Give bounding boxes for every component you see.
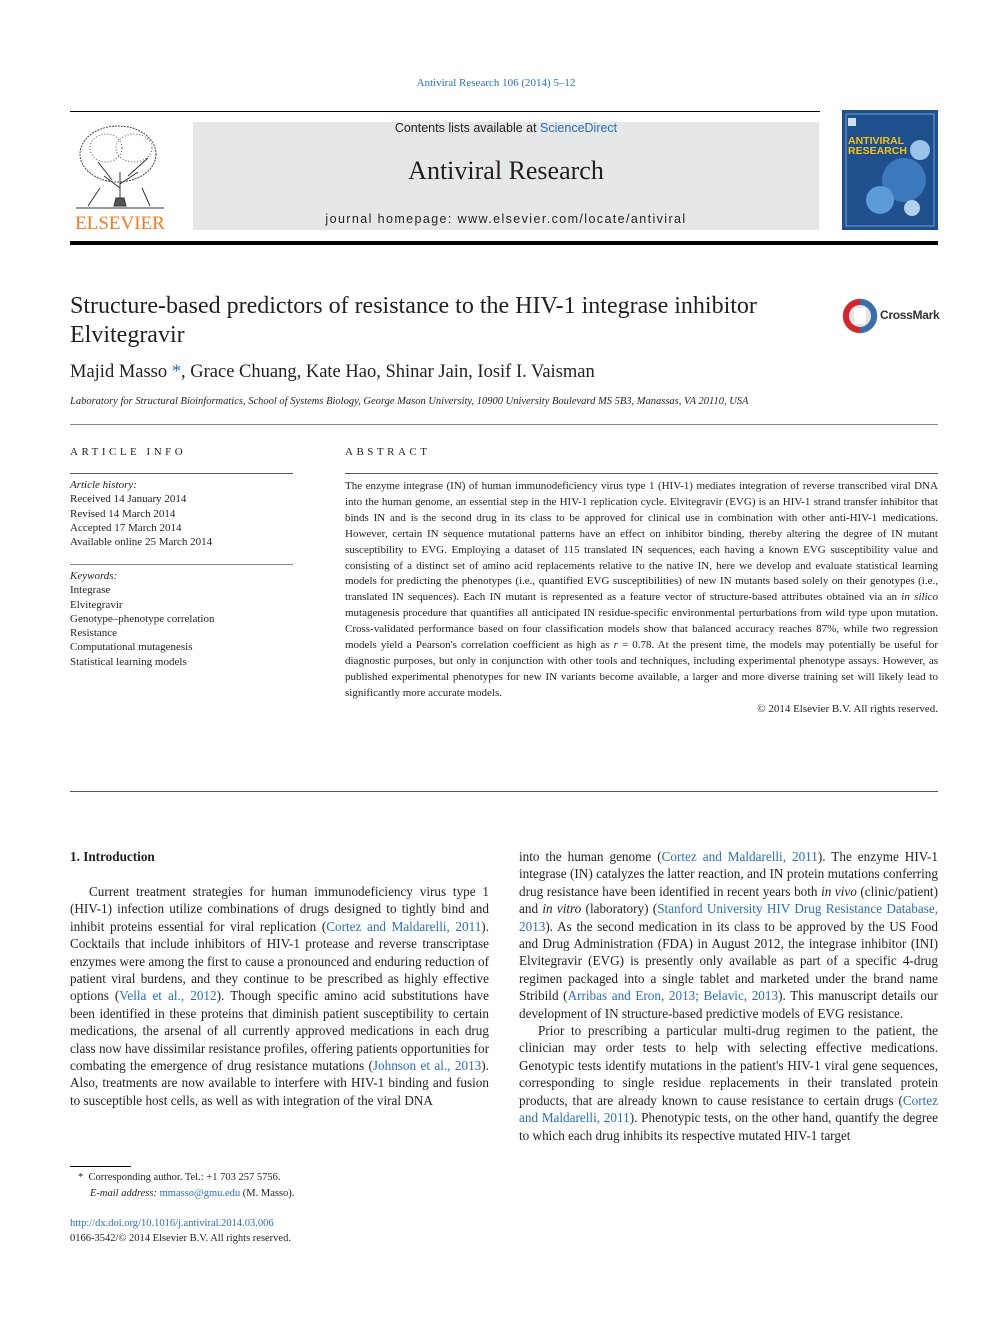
journal-citation[interactable]: Antiviral Research 106 (2014) 5–12 xyxy=(416,77,576,89)
history-received: Received 14 January 2014 xyxy=(70,493,187,506)
ref-link[interactable]: Cortez and Maldarelli, 2011 xyxy=(519,1092,938,1126)
intro-right-column xyxy=(519,848,938,1144)
crossmark-icon xyxy=(842,298,878,334)
doi-link[interactable]: http://dx.doi.org/10.1016/j.antiviral.2014.03.006 xyxy=(70,1218,274,1229)
footnote-email: E-mail address: mmasso@gmu.edu (M. Masso). xyxy=(90,1188,295,1199)
crossmark-label: CrossMark xyxy=(880,308,940,322)
keyword-item: Resistance xyxy=(70,627,118,640)
footnote-corresponding: * Corresponding author. Tel.: +1 703 257 5756. xyxy=(78,1172,281,1183)
abstract-part1: The enzyme integrase (IN) of human immunodeficiency virus type 1 (HIV-1) mediates integration of reverse transcribed viral DNA into the human genome, an essential step in the HIV-1 replication cycle. Elvitegravir (EVG) is an HIV-1 strand transfer inhibitor that binds IN and is the second drug in its class to be approved for clinical use in combination with other anti-HIV-1 medications. However, certain IN sequence mutational patterns have an effect on inhibitor binding, thereby altering the degree of IN mutant susceptibility to EVG. Employing a dataset of 115 translated IN sequences, each having a known EVG susceptibility value and consisting of a distinct set of amino acid replacements relative to the native IN, here we develop and evaluate statistical learning models for predicting the phenotypes (i.e., quantified EVG susceptibilities) of new IN mutants based solely on their genotypes (i.e., translated IN sequences). Each IN mutant is represented as a feature vector of structure-based attributes obtained via an xyxy=(345,480,938,604)
section-heading: 1. Introduction xyxy=(70,849,155,864)
info-rule xyxy=(70,473,293,474)
abstract-part3: = 0.78. At the present time, the models may potentially be useful for diagnostic purposes, but only in conjunction with other tools and techniques, including experimental phenotype assays. However, as published experimental phenotypes for new IN variants become available, a larger and more diverse training set will likely lead to significantly more accurate models. xyxy=(345,639,939,699)
abstract-copyright: © 2014 Elsevier B.V. All rights reserved. xyxy=(757,702,938,715)
author-corresponding: Majid Masso xyxy=(70,362,168,382)
footnote xyxy=(78,1170,498,1202)
header-thick-rule xyxy=(70,241,938,245)
abstract-heading: ABSTRACT xyxy=(345,446,431,458)
contents-line xyxy=(193,121,819,135)
keyword-item: Integrase xyxy=(70,584,111,597)
intro-left-column xyxy=(70,883,489,1109)
abstract-italic-term: in silico xyxy=(901,591,939,604)
journal-homepage xyxy=(193,212,819,226)
author-others: , Grace Chuang, Kate Hao, Shinar Jain, Iosif I. Vaisman xyxy=(181,362,595,382)
affiliation: Laboratory for Structural Bioinformatics, School of Systems Biology, George Mason University, 10900 University Boulevard MS 5B3, Manassas, VA 20110, USA xyxy=(70,396,749,407)
abstract-part2: mutagenesis procedure that quantifies all anticipated IN residue-specific environmental perturbations from wild type upon mutation. Cross-validated performance based on four classification models show that balanced accuracy reaches 87%, while two regression models yield a Pearson's correlation coefficient as high as xyxy=(345,607,938,652)
ref-link[interactable]: Stanford University HIV Drug Resistance Database, 2013 xyxy=(519,901,938,934)
footnote-rule xyxy=(70,1166,131,1167)
keywords-block xyxy=(70,569,300,669)
ref-link[interactable]: Cortez and Maldarelli, 2011 xyxy=(326,918,482,934)
keyword-item: Genotype–phenotype correlation xyxy=(70,612,215,625)
history-online: Available online 25 March 2014 xyxy=(70,536,213,549)
abstract-text xyxy=(345,479,938,718)
abstract-rule xyxy=(345,473,938,474)
sciencedirect-link[interactable]: ScienceDirect xyxy=(540,121,618,135)
intro-paragraph-cont: into the human genome (Cortez and Maldarelli, 2011). The enzyme HIV-1 integrase (IN) catalyzes the latter reaction, and IN protein mutations conferring drug resistance have been identified in recent years both in vivo (clinic/patient) and in vitro (laboratory) (Stanford University HIV Drug Resistance Database, 2013). As the second medication in its class to be approved by the US Food and Drug Administration (FDA) in August 2012, the integrase inhibitor (INI) Elvitegravir (EVG) is presently only available as part of a specific 4-drug regimen packaged into a single tablet and marketed under the brand name Stribild (Arribas and Eron, 2013; Belavic, 2013). This manuscript details our development of IN structure-based predictive models of EVG resistance. xyxy=(519,849,939,1021)
cover-title-line1: ANTIVIRAL xyxy=(848,135,904,147)
cover-title xyxy=(848,136,907,156)
contents-prefix: Contents lists available at xyxy=(394,121,541,135)
elsevier-wordmark: ELSEVIER xyxy=(75,213,165,232)
ref-link[interactable]: Johnson et al., 2013 xyxy=(372,1058,482,1074)
history-accepted: Accepted 17 March 2014 xyxy=(70,521,182,534)
keywords-rule xyxy=(70,564,293,565)
abstract-italic-r: r xyxy=(613,639,618,652)
affiliation-rule xyxy=(70,424,938,425)
issn-line: 0166-3542/© 2014 Elsevier B.V. All rights reserved. xyxy=(70,1233,291,1244)
article-history xyxy=(70,478,300,549)
keyword-item: Elvitegravir xyxy=(70,598,123,611)
email-link[interactable]: mmasso@gmu.edu xyxy=(159,1188,241,1199)
ref-link[interactable]: Cortez and Maldarelli, 2011 xyxy=(661,849,818,864)
ref-link[interactable]: Arribas and Eron, 2013; Belavic, 2013 xyxy=(567,988,779,1004)
cover-title-line2: RESEARCH xyxy=(848,145,907,157)
homepage-label: journal homepage: xyxy=(325,212,458,226)
journal-cover[interactable] xyxy=(842,110,938,230)
elsevier-logo[interactable] xyxy=(68,118,172,232)
journal-name: Antiviral Research xyxy=(408,156,604,185)
crossmark-badge[interactable] xyxy=(842,298,942,334)
corresponding-mark-link[interactable]: * xyxy=(171,362,181,382)
cover-art-icon xyxy=(842,110,938,230)
keyword-item: Computational mutagenesis xyxy=(70,641,193,654)
elsevier-tree-icon xyxy=(68,118,172,232)
ref-link[interactable]: Vella et al., 2012 xyxy=(119,988,217,1004)
article-title: Structure-based predictors of resistance to the HIV-1 integrase inhibitor Elvitegravir xyxy=(70,293,757,348)
history-revised: Revised 14 March 2014 xyxy=(70,507,176,520)
intro-paragraph-2: Prior to prescribing a particular multi-drug regimen to the patient, the clinician may order tests to help with selecting effective medications. Genotypic tests identify mutations in the patient's HIV-1 viral gene sequences, corresponding to single residue replacements in their translated protein products, that are already known to cause resistance to certain drugs (Cortez and Maldarelli, 2011). Phenotypic tests, on the other hand, quantify the degree to which each drug inhibits its respective mutated HIV-1 target xyxy=(519,1023,939,1143)
header-rule xyxy=(70,111,820,112)
keyword-item: Statistical learning models xyxy=(70,655,187,668)
abstract-bottom-rule xyxy=(70,791,938,792)
intro-paragraph-1: Current treatment strategies for human immunodeficiency virus type 1 (HIV-1) infection utilize combinations of drugs designed to tightly bind and inhibit proteins essential for viral replication (Cortez and Maldarelli, 2011). Cocktails that include inhibitors of HIV-1 protease and reverse transcriptase enzymes were among the first to cause a pronounced and enduring reduction of patient viral burdens, and they continue to be prescribed as highly effective options (Vella et al., 2012). Though specific amino acid substitutions have been identified in these proteins that diminish patient susceptibility to certain medications, the arsenal of all currently approved medications in each drug class now have dissimilar resistance profiles, offering patients opportunities for combating the emergence of drug resistance mutations (Johnson et al., 2013). Also, treatments are now available to interfere with HIV-1 binding and fusion to susceptible host cells, as well as with integration of the viral DNA xyxy=(70,884,489,1108)
history-label: Article history: xyxy=(70,479,137,491)
author-list xyxy=(70,362,595,383)
keywords-label: Keywords: xyxy=(70,570,118,582)
homepage-url[interactable]: www.elsevier.com/locate/antiviral xyxy=(457,212,687,226)
article-info-heading: ARTICLE INFO xyxy=(70,446,187,458)
